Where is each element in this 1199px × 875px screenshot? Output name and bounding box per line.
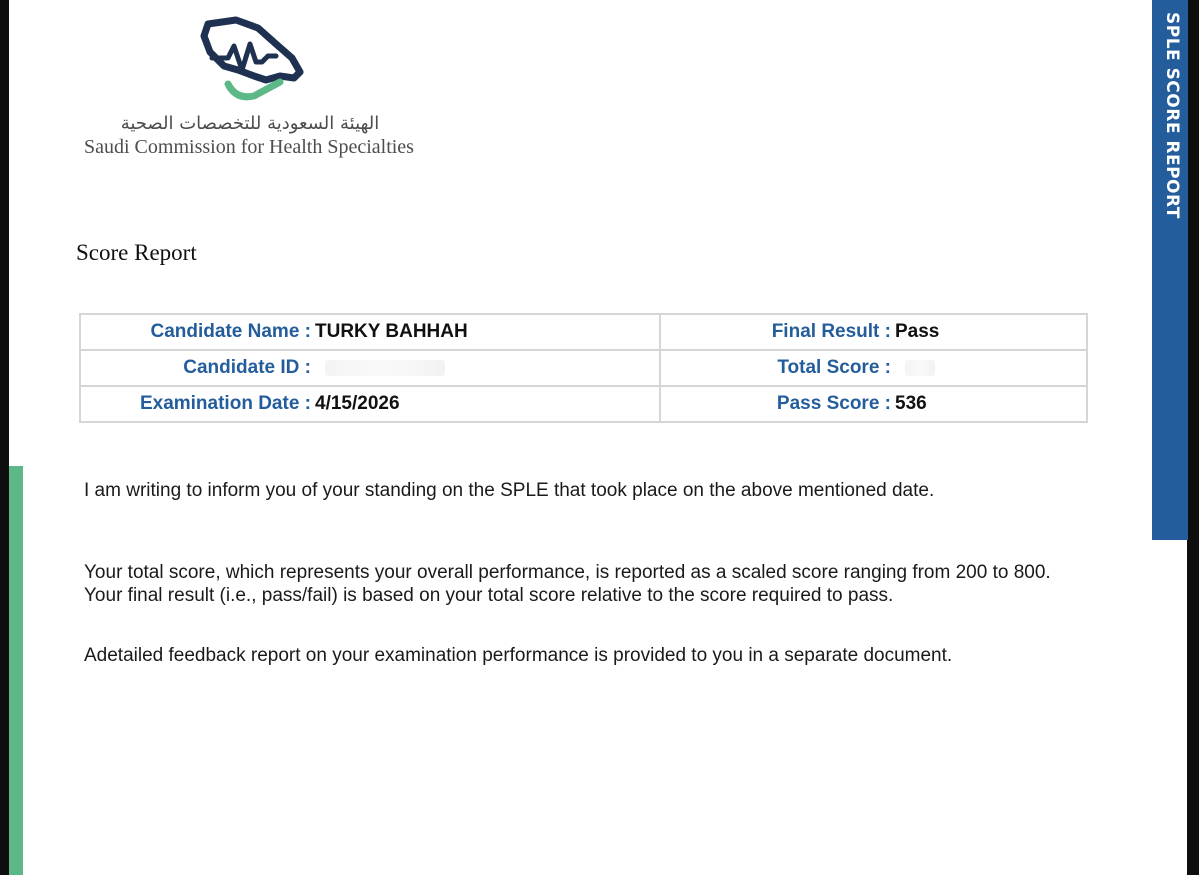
score-explanation-paragraph: Your total score, which represents your overall performance, is reported as a scaled score ranging from 200 to 800. Your final result (i.e., pass/fail) is based on your total score relative to the score required to pass. — [84, 562, 1051, 606]
pass-score-label: Pass Score : — [776, 393, 891, 414]
green-accent-bar — [9, 466, 23, 875]
final-result-value: Pass — [895, 321, 940, 342]
right-page-edge — [1187, 0, 1199, 875]
candidate-id-label: Candidate ID : — [183, 357, 311, 378]
examination-date-label: Examination Date : — [139, 393, 311, 414]
standing-paragraph: I am writing to inform you of your standing on the SPLE that took place on the above mentioned date. — [84, 480, 935, 501]
organization-name-english: Saudi Commission for Health Specialties — [84, 136, 414, 158]
candidate-name-label: Candidate Name : — [150, 321, 311, 342]
table-row — [80, 350, 1087, 386]
candidate-name-cell — [80, 314, 660, 350]
examination-date-cell — [80, 386, 660, 422]
candidate-info-table — [79, 313, 1088, 423]
pass-score-cell — [660, 386, 1087, 422]
redacted-total-score — [905, 360, 935, 376]
table-row — [80, 386, 1087, 422]
examination-date-value: 4/15/2026 — [315, 393, 400, 414]
table-row — [80, 314, 1087, 350]
redacted-candidate-id — [325, 360, 445, 376]
candidate-name-value: TURKY BAHHAH — [315, 321, 468, 342]
side-banner — [1152, 0, 1188, 540]
feedback-paragraph: Adetailed feedback report on your examination performance is provided to you in a separate document. — [84, 645, 953, 666]
final-result-label: Final Result : — [771, 321, 891, 342]
candidate-id-cell — [80, 350, 660, 386]
pass-score-value: 536 — [895, 393, 927, 414]
total-score-label: Total Score : — [777, 357, 891, 378]
final-result-cell — [660, 314, 1087, 350]
side-banner-text: SPLE SCORE REPORT — [1162, 12, 1182, 219]
report-title: Score Report — [76, 240, 197, 265]
total-score-cell — [660, 350, 1087, 386]
organization-name-arabic: الهيئة السعودية للتخصصات الصحية — [120, 113, 380, 134]
scfhs-logo-icon — [196, 14, 308, 106]
left-page-edge — [0, 0, 9, 875]
